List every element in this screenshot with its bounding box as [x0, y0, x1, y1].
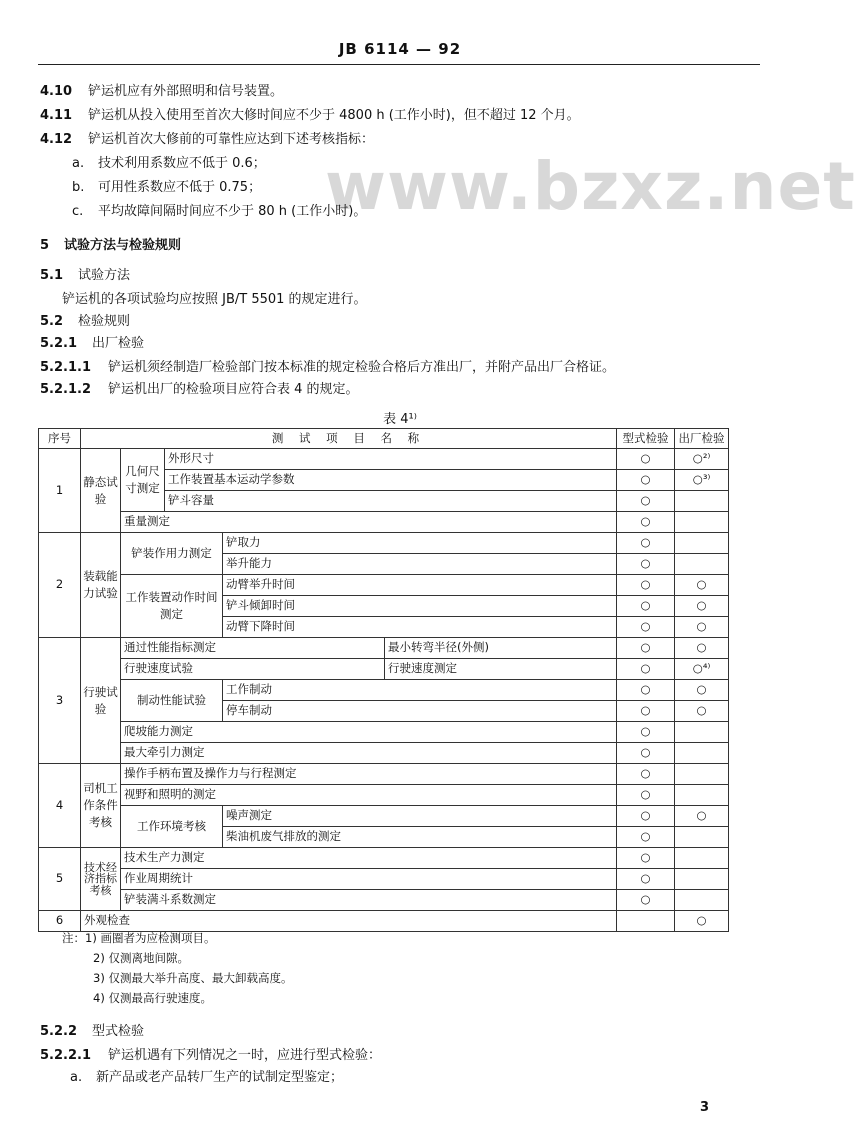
type-mark: ○ [617, 554, 675, 575]
table-row [39, 806, 729, 827]
type-mark: ○ [617, 680, 675, 701]
clause-4-10: 4.10 铲运机应有外部照明和信号装置。 [40, 84, 284, 99]
type-mark: ○ [617, 848, 675, 869]
table-row [39, 449, 729, 470]
table-row [39, 722, 729, 743]
item-name: 外形尺寸 [165, 449, 617, 470]
group-no: 6 [39, 911, 81, 932]
item-name: 工作装置基本运动学参数 [165, 470, 617, 491]
section-5-2-heading: 5.2 检验规则 [40, 314, 131, 329]
type-mark: ○ [617, 533, 675, 554]
table-row [39, 764, 729, 785]
inspection-items-table [38, 428, 729, 932]
group-category: 静态试验 [81, 449, 121, 533]
indicator-b: b. 可用性系数应不低于 0.75； [72, 180, 262, 195]
subcategory: 铲装作用力测定 [121, 533, 223, 575]
table-note-3: 3) 仅测最大举升高度、最大卸载高度。 [93, 971, 293, 985]
section-5-2-1-heading: 5.2.1 出厂检验 [40, 336, 145, 351]
section-5-1-text: 铲运机的各项试验均应按照 JB/T 5501 的规定进行。 [62, 292, 367, 307]
clause-5-2-1-1: 5.2.1.1 铲运机须经制造厂检验部门按本标准的规定检验合格后方准出厂，并附产品出厂合格证。 [40, 360, 616, 375]
group-category: 司机工作条件考核 [81, 764, 121, 848]
type-mark: ○ [617, 722, 675, 743]
table-row [39, 638, 729, 659]
group-no: 4 [39, 764, 81, 848]
table-note-1: 注：1) 画圈者为应检测项目。 [62, 931, 216, 945]
type-mark: ○ [617, 659, 675, 680]
group-no: 5 [39, 848, 81, 911]
col-items-header: 测 试 项 目 名 称 [81, 429, 617, 449]
factory-mark: ○ [675, 638, 729, 659]
type-mark: ○ [617, 638, 675, 659]
type-mark: ○ [617, 596, 675, 617]
clause-5-2-1-2: 5.2.1.2 铲运机出厂的检验项目应符合表 4 的规定。 [40, 382, 359, 397]
group-no: 1 [39, 449, 81, 533]
section-5-heading: 5 试验方法与检验规则 [40, 238, 182, 253]
type-mark: ○ [617, 512, 675, 533]
factory-mark: ○ [675, 575, 729, 596]
type-mark: ○ [617, 449, 675, 470]
type-mark: ○ [617, 827, 675, 848]
factory-mark: ○ [675, 806, 729, 827]
type-mark: ○ [617, 764, 675, 785]
group-category: 装载能力试验 [81, 533, 121, 638]
table-row [39, 911, 729, 932]
item-name: 工作制动 [223, 680, 617, 701]
type-mark: ○ [617, 491, 675, 512]
item-name: 铲取力 [223, 533, 617, 554]
table-row [39, 785, 729, 806]
subcategory: 工作环境考核 [121, 806, 223, 848]
type-mark: ○ [617, 701, 675, 722]
type-mark: ○ [617, 785, 675, 806]
col-factory-header: 出厂检验 [675, 429, 729, 449]
type-mark: ○ [617, 890, 675, 911]
item-name: 操作手柄布置及操作力与行程测定 [121, 764, 617, 785]
item-name: 铲斗倾卸时间 [223, 596, 617, 617]
table-note-4: 4) 仅测最高行驶速度。 [93, 991, 212, 1005]
table-row [39, 848, 729, 869]
group-category: 行驶试验 [81, 638, 121, 764]
factory-mark: ○ [675, 617, 729, 638]
item-name: 噪声测定 [223, 806, 617, 827]
item-name: 爬坡能力测定 [121, 722, 617, 743]
type-mark: ○ [617, 743, 675, 764]
item-name: 停车制动 [223, 701, 617, 722]
col-type-header: 型式检验 [617, 429, 675, 449]
item-name: 通过性能指标测定 [121, 638, 385, 659]
table-header-row [39, 429, 729, 449]
clause-5-2-2-1: 5.2.2.1 铲运机遇有下列情况之一时，应进行型式检验： [40, 1048, 382, 1063]
section-5-2-2-heading: 5.2.2 型式检验 [40, 1024, 145, 1039]
watermark: www.bzxz.net [325, 148, 856, 225]
factory-mark: ○ [675, 911, 729, 932]
section-5-1-heading: 5.1 试验方法 [40, 268, 131, 283]
type-mark: ○ [617, 617, 675, 638]
table-row [39, 680, 729, 701]
group-no: 3 [39, 638, 81, 764]
item-name: 举升能力 [223, 554, 617, 575]
item-name: 技术生产力测定 [121, 848, 617, 869]
table-row [39, 890, 729, 911]
item-detail: 最小转弯半径(外侧) [385, 638, 617, 659]
item-name: 行驶速度试验 [121, 659, 385, 680]
item-name: 视野和照明的测定 [121, 785, 617, 806]
item-name: 铲斗容量 [165, 491, 617, 512]
item-name: 铲装满斗系数测定 [121, 890, 617, 911]
factory-mark: ○⁴⁾ [675, 659, 729, 680]
table-row [39, 743, 729, 764]
list-item-a: a. 新产品或老产品转厂生产的试制定型鉴定； [70, 1070, 344, 1085]
factory-mark: ○ [675, 680, 729, 701]
subcategory: 制动性能试验 [121, 680, 223, 722]
clause-4-11: 4.11 铲运机从投入使用至首次大修时间应不少于 4800 h (工作小时)，但不超过 12 个月。 [40, 108, 580, 123]
item-detail: 行驶速度测定 [385, 659, 617, 680]
item-name: 重量测定 [121, 512, 617, 533]
item-name: 动臂下降时间 [223, 617, 617, 638]
col-no-header: 序号 [39, 429, 81, 449]
subcategory: 工作装置动作时间测定 [121, 575, 223, 638]
type-mark: ○ [617, 470, 675, 491]
table-row [39, 869, 729, 890]
type-mark: ○ [617, 806, 675, 827]
clause-4-12: 4.12 铲运机首次大修前的可靠性应达到下述考核指标： [40, 132, 375, 147]
table-row [39, 659, 729, 680]
item-name: 柴油机废气排放的测定 [223, 827, 617, 848]
header-rule [38, 64, 760, 65]
item-name: 动臂举升时间 [223, 575, 617, 596]
factory-mark: ○³⁾ [675, 470, 729, 491]
type-mark: ○ [617, 869, 675, 890]
subcategory: 几何尺寸测定 [121, 449, 165, 512]
factory-mark: ○ [675, 701, 729, 722]
indicator-a: a. 技术利用系数应不低于 0.6； [72, 156, 266, 171]
item-name: 作业周期统计 [121, 869, 617, 890]
doc-header: JB 6114 — 92 [338, 40, 462, 58]
group-category: 技术经济指标考核 [81, 848, 121, 911]
factory-mark: ○²⁾ [675, 449, 729, 470]
factory-mark: ○ [675, 596, 729, 617]
item-name: 外观检查 [81, 911, 617, 932]
table-row [39, 575, 729, 596]
table-row [39, 533, 729, 554]
item-name: 最大牵引力测定 [121, 743, 617, 764]
table-caption: 表 4¹⁾ [383, 412, 417, 427]
page-number: 3 [700, 1100, 710, 1115]
group-no: 2 [39, 533, 81, 638]
table-note-2: 2) 仅测离地间隙。 [93, 951, 189, 965]
indicator-c: c. 平均故障间隔时间应不少于 80 h (工作小时)。 [72, 204, 367, 219]
type-mark: ○ [617, 575, 675, 596]
table-row [39, 512, 729, 533]
